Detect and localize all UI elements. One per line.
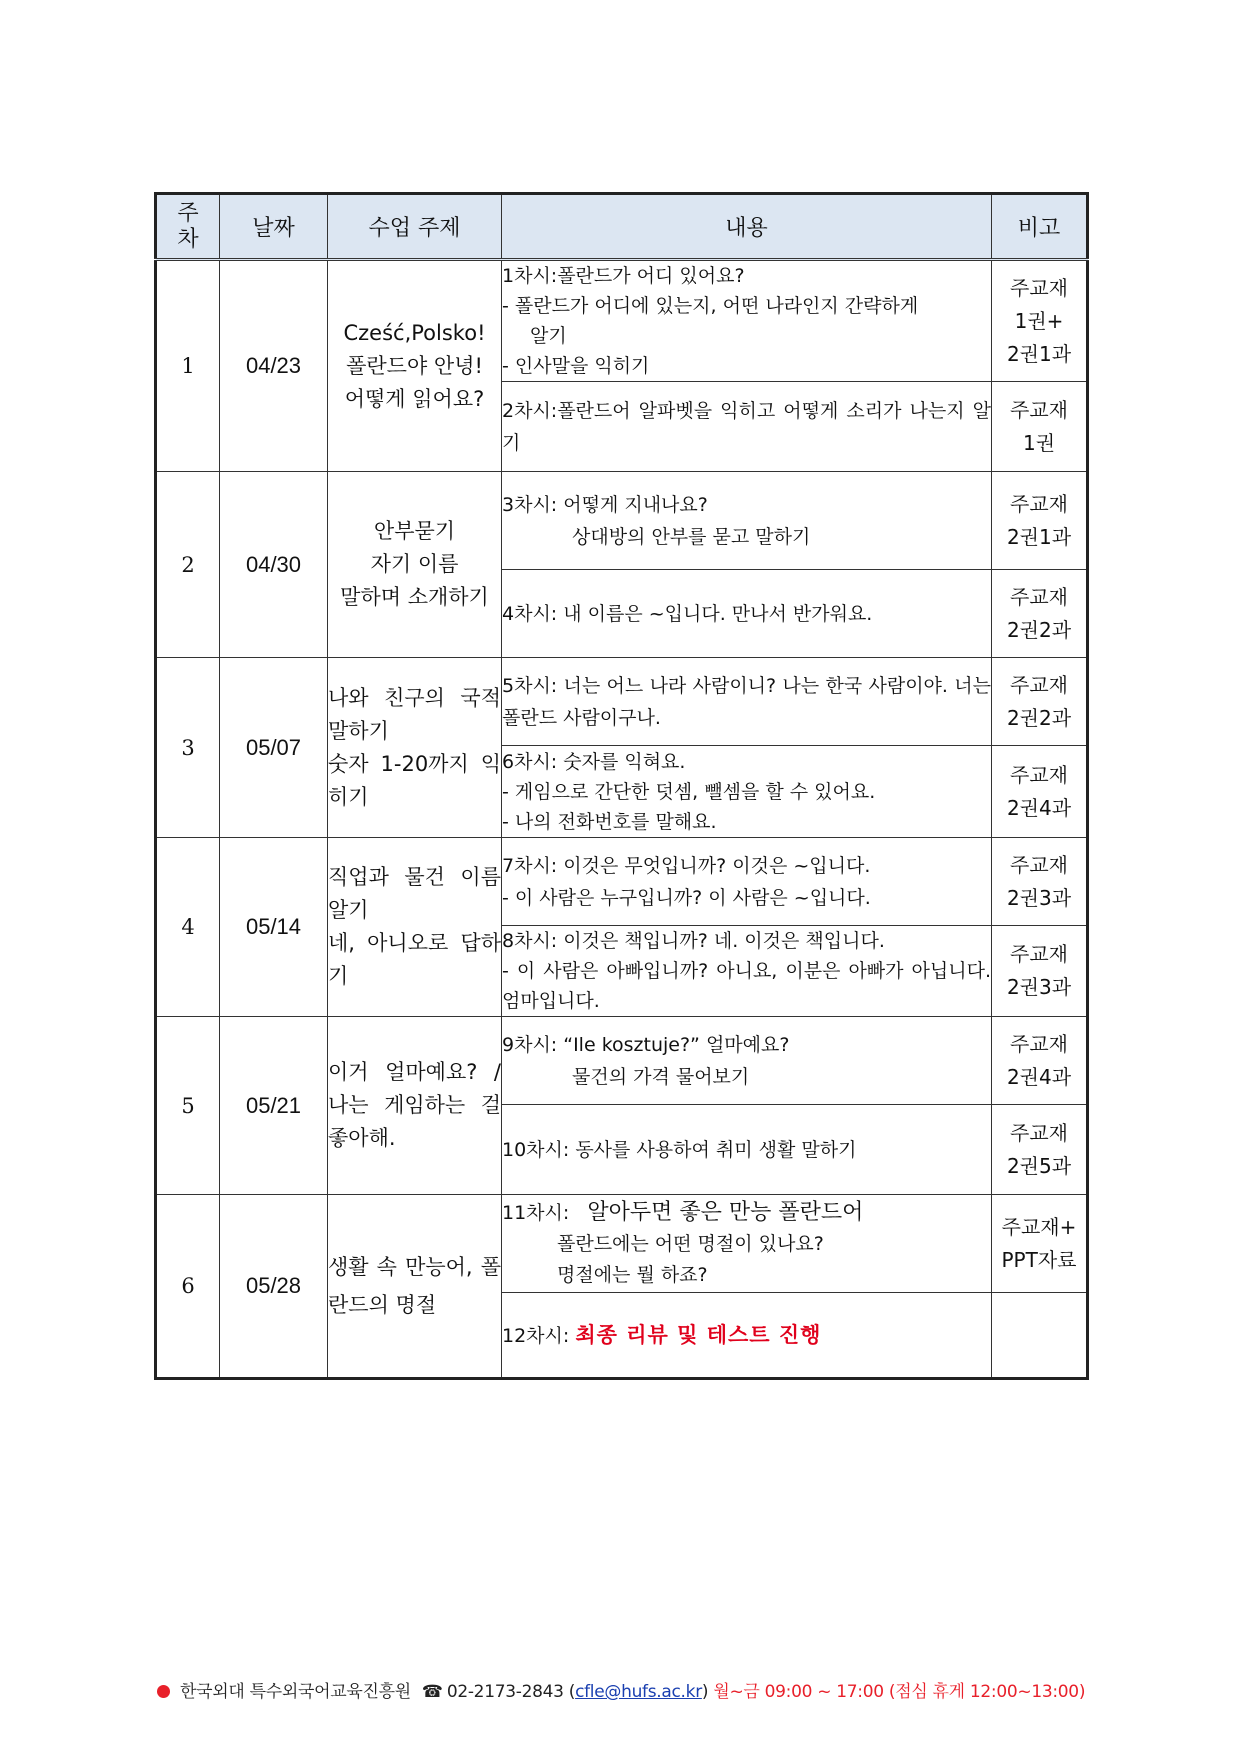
session-content [502, 658, 992, 746]
header-week [156, 194, 220, 260]
content-line: 4차시: 내 이름은 ~입니다. 만나서 반가워요. [502, 602, 873, 625]
week-date: 04/23 [220, 260, 328, 472]
session-content [502, 1017, 992, 1105]
session-content [502, 1293, 992, 1379]
week-number: 4 [156, 838, 220, 1017]
note-line: 주교재+ [1001, 1214, 1077, 1239]
topic-line: 폴란드야 안녕! [346, 353, 483, 378]
session-note [992, 570, 1088, 658]
session-note [992, 658, 1088, 746]
session-title: 알아두면 좋은 만능 폴란드어 [587, 1199, 864, 1225]
session-note [992, 1195, 1088, 1293]
session-note [992, 838, 1088, 926]
content-line: 1차시:폴란드가 어디 있어요? [502, 265, 745, 287]
week-number: 3 [156, 658, 220, 838]
week-topic [328, 658, 502, 838]
week-date: 05/14 [220, 838, 328, 1017]
session-note-empty [992, 1293, 1088, 1379]
topic-line: 어떻게 읽어요? [344, 386, 485, 411]
content-line: 알기 [530, 325, 567, 347]
content-line: 7차시: 이것은 무엇입니까? 이것은 ~입니다. [502, 854, 871, 877]
week-date: 04/30 [220, 472, 328, 658]
content-line: - 이 사람은 누구입니까? 이 사람은 ~입니다. [502, 886, 871, 909]
content-line: 8차시: 이것은 책입니까? 네. 이것은 책입니다. [502, 930, 885, 952]
week-date: 05/07 [220, 658, 328, 838]
table-row [156, 1017, 1088, 1105]
note-line: 2권2과 [1006, 617, 1072, 642]
topic-line: 숫자 1-20까지 익히기 [328, 751, 501, 809]
note-line: 2권4과 [1006, 795, 1072, 820]
header-content: 내용 [502, 194, 992, 260]
content-line: - 폴란드가 어디에 있는지, 어떤 나라인지 간략하게 [502, 295, 919, 317]
note-line: 2권2과 [1006, 705, 1072, 730]
week-topic [328, 1017, 502, 1195]
session-content [502, 472, 992, 570]
week-number: 2 [156, 472, 220, 658]
content-line: - 게임으로 간단한 덧셈, 뺄셈을 할 수 있어요. [502, 780, 876, 803]
content-line [502, 1197, 991, 1229]
note-line: 주교재 [1010, 1031, 1068, 1056]
content-line: 5차시: 너는 어느 나라 사람이니? 나는 한국 사람이야. 너는 폴란드 사람이구나. [502, 674, 991, 729]
final-review-highlight: 최종 리뷰 및 테스트 진행 [575, 1322, 822, 1347]
note-line: 주교재 [1010, 397, 1068, 422]
note-line: 주교재 [1010, 762, 1068, 787]
week-date: 05/28 [220, 1195, 328, 1379]
table-row [156, 838, 1088, 926]
table-row [156, 260, 1088, 382]
table-row [156, 472, 1088, 570]
session-note [992, 1105, 1088, 1195]
content-line: 10차시: 동사를 사용하여 취미 생활 말하기 [502, 1138, 857, 1161]
note-line: 주교재 [1010, 491, 1068, 516]
content-line: - 인사말을 익히기 [502, 355, 650, 377]
topic-line: 생활 속 만능어, 폴란드의 명절 [328, 1255, 501, 1317]
content-line: 2차시:폴란드어 알파벳을 익히고 어떻게 소리가 나는지 알기 [502, 399, 991, 454]
footer-phone: 02-2173-2843 [446, 1682, 564, 1702]
session-content [502, 838, 992, 926]
session-note [992, 260, 1088, 382]
week-date: 05/21 [220, 1017, 328, 1195]
week-topic [328, 260, 502, 472]
content-line: 명절에는 뭘 하죠? [557, 1263, 708, 1286]
session-label: 12차시: [502, 1324, 570, 1347]
header-date: 날짜 [220, 194, 328, 260]
note-line: 1권+ [1014, 308, 1064, 333]
note-line: 2권5과 [1006, 1153, 1072, 1178]
content-line: 폴란드에는 어떤 명절이 있나요? [557, 1232, 824, 1255]
note-line: 주교재 [1010, 275, 1068, 300]
bullet-icon [157, 1685, 170, 1698]
session-content [502, 570, 992, 658]
session-content [502, 1105, 992, 1195]
footer: 한국외대 특수외국어교육진흥원 ☎ 02-2173-2843 (cfle@hufs.ac.kr) 월~금 09:00 ~ 17:00 (점심 휴게 12:00~13:00) [157, 1677, 1085, 1702]
topic-line: 안부묻기 [373, 519, 456, 543]
content-line: 물건의 가격 물어보기 [572, 1065, 750, 1088]
note-line: 2권3과 [1006, 975, 1072, 999]
session-label: 11차시: [502, 1201, 570, 1224]
note-line: 2권1과 [1006, 524, 1072, 549]
phone-icon: ☎ [421, 1682, 443, 1702]
content-line: 상대방의 안부를 묻고 말하기 [572, 525, 811, 548]
content-line: 3차시: 어떻게 지내나요? [502, 493, 708, 516]
content-line: 9차시: “Ile kosztuje?” 얼마예요? [502, 1033, 790, 1056]
footer-org: 한국외대 특수외국어교육진흥원 [180, 1682, 411, 1702]
week-topic [328, 1195, 502, 1379]
topic-line: 말하며 소개하기 [340, 585, 489, 609]
content-line: - 나의 전화번호를 말해요. [502, 810, 717, 833]
note-line: 주교재 [1010, 1120, 1068, 1145]
course-schedule-table [154, 192, 1089, 1380]
week-number: 1 [156, 260, 220, 472]
header-week-line-1: 주 [177, 200, 199, 226]
week-number: 5 [156, 1017, 220, 1195]
note-line: PPT자료 [1001, 1247, 1077, 1272]
session-content [502, 926, 992, 1017]
content-line [502, 1319, 991, 1352]
topic-line: 나와 친구의 국적 말하기 [328, 685, 501, 743]
session-note [992, 926, 1088, 1017]
session-content [502, 260, 992, 382]
table-row [156, 658, 1088, 746]
note-line: 2권4과 [1006, 1064, 1072, 1089]
header-week-line-2: 차 [177, 226, 199, 252]
note-line: 2권1과 [1006, 341, 1072, 366]
footer-hours: 월~금 09:00 ~ 17:00 (점심 휴게 12:00~13:00) [713, 1682, 1086, 1702]
note-line: 1권 [1022, 430, 1056, 455]
session-note [992, 1017, 1088, 1105]
table-row [156, 1195, 1088, 1293]
note-line: 2권3과 [1006, 885, 1072, 910]
topic-line: 자기 이름 [370, 552, 459, 576]
session-content [502, 382, 992, 472]
topic-line: 이거 얼마예요? / 나는 게임하는 걸 좋아해. [328, 1060, 501, 1150]
note-line: 주교재 [1010, 672, 1068, 697]
header-note: 비고 [992, 194, 1088, 260]
session-note [992, 382, 1088, 472]
footer-email-link[interactable]: cfle@hufs.ac.kr [575, 1682, 702, 1702]
session-content [502, 746, 992, 838]
week-number: 6 [156, 1195, 220, 1379]
note-line: 주교재 [1010, 942, 1068, 966]
topic-line: 네, 아니오로 답하기 [328, 931, 501, 988]
session-content [502, 1195, 992, 1293]
session-note [992, 746, 1088, 838]
content-line: 6차시: 숫자를 익혀요. [502, 750, 686, 773]
week-topic [328, 472, 502, 658]
note-line: 주교재 [1010, 852, 1068, 877]
topic-line: Cześć,Polsko! [343, 320, 486, 345]
header-row [156, 194, 1088, 260]
content-line: - 이 사람은 아빠입니까? 아니요, 이분은 아빠가 아닙니다. 엄마입니다. [502, 960, 991, 1012]
topic-line: 직업과 물건 이름 알기 [328, 865, 501, 922]
session-note [992, 472, 1088, 570]
header-topic: 수업 주제 [328, 194, 502, 260]
week-topic [328, 838, 502, 1017]
note-line: 주교재 [1010, 584, 1068, 609]
